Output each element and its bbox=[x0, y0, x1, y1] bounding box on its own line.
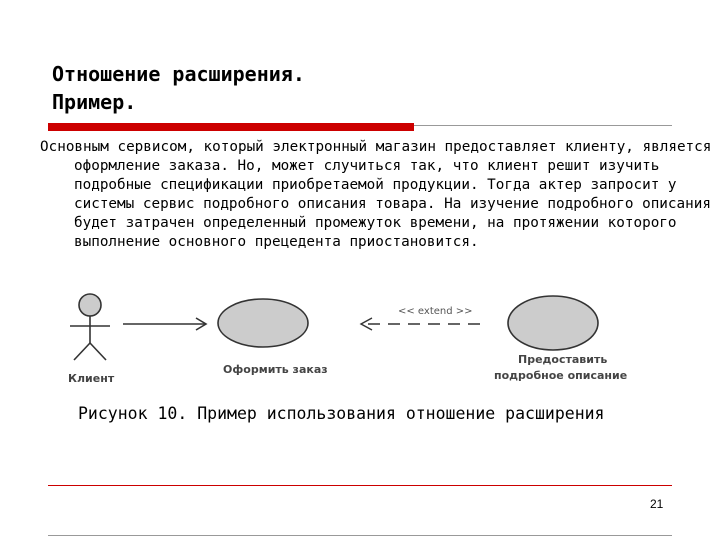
figure-caption: Рисунок 10. Пример использования отношение расширения bbox=[78, 404, 605, 423]
usecase-place-order bbox=[218, 299, 308, 347]
actor-label: Клиент bbox=[68, 372, 115, 385]
association-arrow bbox=[123, 318, 206, 330]
use-case-diagram bbox=[60, 288, 660, 388]
usecase-details bbox=[508, 296, 598, 350]
footer-divider bbox=[48, 485, 672, 486]
usecase-details-label-1: Предоставить bbox=[518, 353, 608, 366]
usecase-details-label-2: подробное описание bbox=[494, 369, 628, 382]
title-accent-bar bbox=[48, 123, 414, 131]
actor-figure bbox=[70, 294, 110, 360]
extend-arrow bbox=[361, 318, 480, 330]
extend-label: << extend >> bbox=[398, 306, 473, 317]
bottom-divider bbox=[48, 535, 672, 536]
title-line-2: Пример. bbox=[52, 90, 137, 114]
page-number: 21 bbox=[650, 497, 664, 511]
usecase-place-order-label: Оформить заказ bbox=[223, 363, 328, 376]
actor-head bbox=[79, 294, 101, 316]
slide-title bbox=[52, 60, 305, 116]
title-line-1: Отношение расширения. bbox=[52, 62, 305, 86]
body-paragraph: Основным сервисом, который электронный магазин предоставляет клиенту, является оформление заказа. Но, может случиться так, что клиент решит изучить подробные спецификации приобретаемой продукции. Тогда актер запросит у системы сервис подробного описания товара. На изучение подробного описания будет затрачен определенный промежуток времени, на протяжении которого выполнение основного прецедента приостановится. bbox=[40, 139, 712, 250]
